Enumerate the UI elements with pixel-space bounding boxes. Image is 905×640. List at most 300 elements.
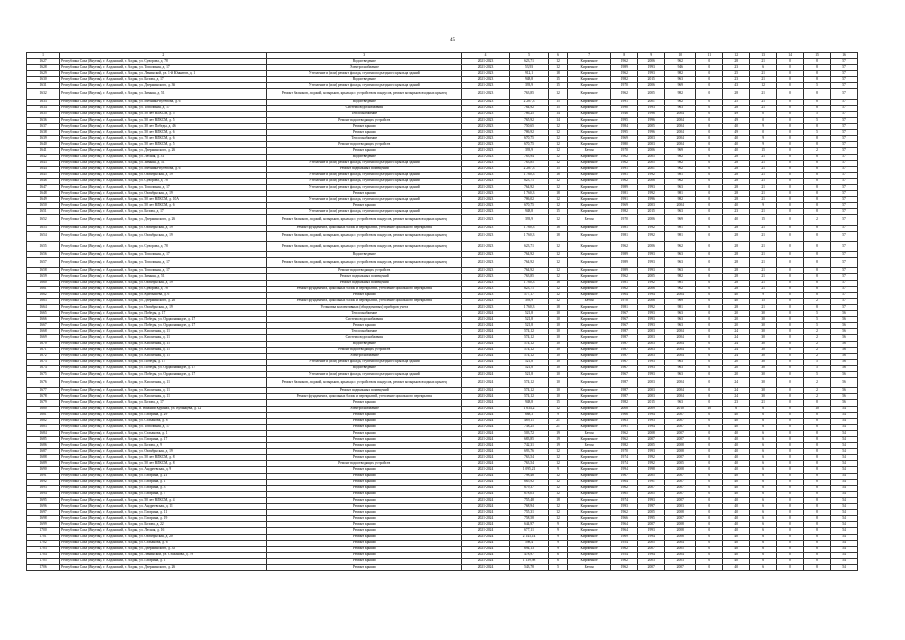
address-cell: Республика Саха (Якутия), г. Алданский, г. Алдан, ул. Бозова, д. 17 <box>60 400 267 406</box>
value-1-cell: 0 <box>696 522 723 528</box>
year-built-cell: 1987 <box>611 347 638 353</box>
period-cell: 2021-2023 <box>462 203 510 209</box>
value-6-cell: 57 <box>830 83 857 89</box>
table-row <box>27 241 858 251</box>
value-2-cell: 28 <box>723 304 750 310</box>
value-2-cell: 28 <box>723 225 750 231</box>
row-number-cell: 1704 <box>27 552 60 558</box>
wall-material-cell: Кирпичное <box>567 400 611 406</box>
value-5-cell: 8 <box>804 304 831 310</box>
value-1-cell: 0 <box>696 424 723 430</box>
period-cell: 2021-2024 <box>462 564 510 570</box>
row-number-cell: 1655 <box>27 241 60 251</box>
area-cell: 521,8 <box>509 359 548 365</box>
area-cell: 755,48 <box>509 497 548 503</box>
work-type-cell: Утепление и (или) ремонт фасада, ступени подъездного крыльца зданий <box>267 359 462 365</box>
row-number-cell: 1689 <box>27 461 60 467</box>
address-cell: Республика Саха (Якутия), г. Алданский, г. Алдан, ул. Куйбышева, д. 6 <box>60 292 267 298</box>
area-cell: 521,8 <box>509 365 548 371</box>
wall-material-cell: Кирпичное <box>567 99 611 105</box>
value-3-cell: 0 <box>750 117 777 123</box>
period-cell: 2021-2023 <box>462 241 510 251</box>
value-5-cell: 8 <box>804 280 831 286</box>
value-1-cell: 0 <box>696 558 723 564</box>
year-built-cell: 1962 <box>611 59 638 65</box>
floors-cell: 12 <box>549 203 568 209</box>
value-4-cell: 0 <box>777 184 804 190</box>
year-1-cell: 1993 <box>638 323 665 329</box>
work-type-cell: Установка коллективных (общедомовых) приборов учета <box>267 304 462 310</box>
address-cell: Республика Саха (Якутия), г. Алданский, г. Алдан, ул. 50 лет ВЛКСМ, д. 5 <box>60 142 267 148</box>
work-type-cell: Теплоснабжение <box>267 111 462 117</box>
value-4-cell: 0 <box>777 329 804 335</box>
floors-cell: 10 <box>549 365 568 371</box>
year-built-cell: 1981 <box>611 172 638 178</box>
area-cell: 503,72 <box>509 430 548 436</box>
value-5-cell: 5 <box>804 111 831 117</box>
year-built-cell: 1962 <box>611 274 638 280</box>
value-5-cell: 8 <box>804 497 831 503</box>
row-number-cell: 1667 <box>27 323 60 329</box>
period-cell: 2021-2023 <box>462 160 510 166</box>
work-type-cell: Ремонт крыши <box>267 412 462 418</box>
value-6-cell: 54 <box>830 479 857 485</box>
value-3-cell: 15 <box>750 298 777 304</box>
value-4-cell: 0 <box>777 394 804 400</box>
work-type-cell: Ремонт крыши <box>267 323 462 329</box>
area-cell: 768,94 <box>509 504 548 510</box>
area-cell: 1 760,3 <box>509 172 548 178</box>
period-cell: 2021-2023 <box>462 166 510 172</box>
value-2-cell: 24 <box>723 335 750 341</box>
value-2-cell: 28 <box>723 258 750 268</box>
value-4-cell: 0 <box>777 280 804 286</box>
value-4-cell: 0 <box>777 65 804 71</box>
address-cell: Республика Саха (Якутия), г. Алданский, г. Алдан, ул. Зимняя, д. 51 <box>60 89 267 99</box>
row-number-cell: 1680 <box>27 406 60 412</box>
address-cell: Республика Саха (Якутия), г. Алданский, г. Алдан, ул. Бозова, д. 9 <box>60 443 267 449</box>
value-1-cell: 0 <box>696 268 723 274</box>
floors-cell: 12 <box>549 298 568 304</box>
value-4-cell: 0 <box>777 504 804 510</box>
value-1-cell: 0 <box>696 160 723 166</box>
value-1-cell: 0 <box>696 124 723 130</box>
period-cell: 2021-2023 <box>462 184 510 190</box>
wall-material-cell: Кирпичное <box>567 329 611 335</box>
wall-material-cell: Кирпичное <box>567 540 611 546</box>
period-cell: 2021-2024 <box>462 449 510 455</box>
row-number-cell: 1698 <box>27 516 60 522</box>
value-2-cell: 28 <box>723 166 750 172</box>
work-type-cell: Ремонт крыши <box>267 516 462 522</box>
value-1-cell: 0 <box>696 178 723 184</box>
value-5-cell: 8 <box>804 142 831 148</box>
year-1-cell: 1994 <box>638 292 665 298</box>
floors-cell: 12 <box>549 215 568 225</box>
value-1-cell: 0 <box>696 461 723 467</box>
year-2-cell: 962 <box>665 178 696 184</box>
floors-cell: 15 <box>549 166 568 172</box>
value-3-cell: 6 <box>750 491 777 497</box>
value-6-cell: 56 <box>830 388 857 394</box>
address-cell: Республика Саха (Якутия), г. Алданский, г. Алдан, ул. Зимняя, д. 51 <box>60 274 267 280</box>
year-2-cell: 2003 <box>665 558 696 564</box>
floors-cell: 9 <box>549 412 568 418</box>
value-1-cell: 0 <box>696 497 723 503</box>
wall-material-cell: Кирпичное <box>567 558 611 564</box>
work-type-cell: Ремонт фундамента, цокольных балок и перекрытий, утепление цокольного перекрытия <box>267 394 462 400</box>
area-cell: 755,31 <box>509 510 548 516</box>
floors-cell: 6 <box>549 552 568 558</box>
value-4-cell: 0 <box>777 516 804 522</box>
year-2-cell: 2004 <box>665 347 696 353</box>
address-cell: Республика Саха (Якутия), г. Алданский, г. Алдан, ул. Дзержинского, д. 35 <box>60 546 267 552</box>
year-2-cell: 2008 <box>665 522 696 528</box>
value-1-cell: 0 <box>696 359 723 365</box>
value-1-cell: 0 <box>696 534 723 540</box>
wall-material-cell: Кирпичное <box>567 231 611 241</box>
period-cell: 2021-2023 <box>462 292 510 298</box>
value-5-cell: 5 <box>804 117 831 123</box>
value-4-cell: 0 <box>777 461 804 467</box>
value-6-cell: 57 <box>830 124 857 130</box>
period-cell: 2021-2024 <box>462 400 510 406</box>
value-3-cell: 30 <box>750 341 777 347</box>
year-built-cell: 1962 <box>611 286 638 292</box>
value-6-cell: 57 <box>830 178 857 184</box>
value-2-cell: 20 <box>723 365 750 371</box>
period-cell: 2021-2024 <box>462 394 510 400</box>
address-cell: Республика Саха (Якутия), г. Алданский, г. Алдан, ул. Дзержинского, д. 26 <box>60 564 267 570</box>
row-number-cell: 1664 <box>27 304 60 310</box>
year-2-cell: 2004 <box>665 203 696 209</box>
address-cell: Республика Саха (Якутия), г. Алданский, г. Алдан, ул. Суворова, д. 78 <box>60 286 267 292</box>
value-1-cell: 0 <box>696 292 723 298</box>
value-5-cell: 5 <box>804 371 831 377</box>
value-1-cell: 0 <box>696 280 723 286</box>
period-cell: 2021-2023 <box>462 99 510 105</box>
area-cell: 478,97 <box>509 552 548 558</box>
year-built-cell: 1995 <box>611 117 638 123</box>
year-built-cell: 1990 <box>611 105 638 111</box>
floors-cell: 10 <box>549 353 568 359</box>
work-type-cell: Ремонт крыши <box>267 504 462 510</box>
wall-material-cell: Кирпичное <box>567 178 611 184</box>
value-5-cell: 8 <box>804 473 831 479</box>
work-type-cell: Ремонт водоотводящих устройств <box>267 461 462 467</box>
year-1-cell: 2003 <box>638 136 665 142</box>
value-1-cell: 0 <box>696 473 723 479</box>
period-cell: 2021-2024 <box>462 443 510 449</box>
value-4-cell: 0 <box>777 311 804 317</box>
row-number-cell: 1628 <box>27 65 60 71</box>
value-4-cell: 0 <box>777 130 804 136</box>
year-built-cell: 1954 <box>611 540 638 546</box>
area-cell: 2 287,3 <box>509 99 548 105</box>
row-number-cell: 1672 <box>27 353 60 359</box>
year-built-cell: 2008 <box>611 406 638 412</box>
value-2-cell: 49 <box>723 130 750 136</box>
wall-material-cell: Бетон <box>567 443 611 449</box>
year-built-cell: 1987 <box>611 341 638 347</box>
period-cell: 2021-2023 <box>462 136 510 142</box>
year-2-cell: 963 <box>665 184 696 190</box>
floors-cell: 15 <box>549 83 568 89</box>
floors-cell: 12 <box>549 473 568 479</box>
row-number-cell: 1657 <box>27 258 60 268</box>
area-cell: 623,71 <box>509 241 548 251</box>
value-3-cell: 0 <box>750 130 777 136</box>
floors-cell: 12 <box>549 148 568 154</box>
year-1-cell: 2009 <box>638 406 665 412</box>
value-6-cell: 57 <box>830 286 857 292</box>
address-cell: Республика Саха (Якутия), г. Алданский, г. Алдан, ул. Тополиная, д. 17 <box>60 258 267 268</box>
column-number-header: 11 <box>696 53 723 59</box>
address-cell: Республика Саха (Якутия), г. Алданский, г. Алдан, ул. Лесная, д. 16 <box>60 528 267 534</box>
value-3-cell: 15 <box>750 215 777 225</box>
value-2-cell: 40 <box>723 215 750 225</box>
year-built-cell: 1981 <box>611 231 638 241</box>
value-1-cell: 0 <box>696 59 723 65</box>
value-4-cell: 0 <box>777 292 804 298</box>
value-6-cell: 54 <box>830 424 857 430</box>
floors-cell: 10 <box>549 335 568 341</box>
value-6-cell: 54 <box>830 564 857 570</box>
work-type-cell: Ремонт крыши <box>267 479 462 485</box>
value-3-cell: 6 <box>750 65 777 71</box>
area-cell: 694,13 <box>509 546 548 552</box>
work-type-cell: Ремонт крыши <box>267 564 462 570</box>
value-2-cell: 40 <box>723 449 750 455</box>
row-number-cell: 1638 <box>27 130 60 136</box>
period-cell: 2021-2023 <box>462 105 510 111</box>
year-1-cell: 1993 <box>638 359 665 365</box>
value-2-cell: 6 <box>723 406 750 412</box>
row-number-cell: 1632 <box>27 89 60 99</box>
address-cell: Республика Саха (Якутия), г. Алданский, г. Алдан, ул. Суворова, д. 78 <box>60 178 267 184</box>
period-cell: 2021-2024 <box>462 510 510 516</box>
area-cell: 763,54 <box>509 455 548 461</box>
value-3-cell: 21 <box>750 304 777 310</box>
value-4-cell: 0 <box>777 160 804 166</box>
floors-cell: 18 <box>549 191 568 197</box>
wall-material-cell: Кирпичное <box>567 191 611 197</box>
year-1-cell: 1993 <box>638 268 665 274</box>
period-cell: 2021-2024 <box>462 341 510 347</box>
value-4-cell: 0 <box>777 365 804 371</box>
row-number-cell: 1671 <box>27 347 60 353</box>
row-number-cell: 1702 <box>27 540 60 546</box>
area-cell: 677,11 <box>509 528 548 534</box>
year-1-cell: 2003 <box>638 203 665 209</box>
year-2-cell: 2007 <box>665 424 696 430</box>
area-cell: 574,12 <box>509 353 548 359</box>
year-built-cell: 1989 <box>611 184 638 190</box>
year-built-cell: 1965 <box>611 491 638 497</box>
period-cell: 2021-2024 <box>462 485 510 491</box>
value-3-cell: 30 <box>750 329 777 335</box>
wall-material-cell: Кирпичное <box>567 359 611 365</box>
floors-cell: 12 <box>549 292 568 298</box>
floors-cell: 12 <box>549 65 568 71</box>
value-4-cell: 0 <box>777 83 804 89</box>
row-number-cell: 1645 <box>27 172 60 178</box>
year-built-cell: 1970 <box>611 83 638 89</box>
year-2-cell: 982 <box>665 274 696 280</box>
area-cell: 623,71 <box>509 178 548 184</box>
wall-material-cell: Кирпичное <box>567 71 611 77</box>
value-5-cell: 2 <box>804 215 831 225</box>
year-built-cell: 1991 <box>611 166 638 172</box>
floors-cell: 18 <box>549 71 568 77</box>
value-5-cell: 2 <box>804 394 831 400</box>
wall-material-cell: Кирпичное <box>567 83 611 89</box>
year-2-cell: 2005 <box>665 461 696 467</box>
value-6-cell: 57 <box>830 184 857 190</box>
year-1-cell: 2005 <box>638 160 665 166</box>
work-type-cell: Ремонт крыши <box>267 455 462 461</box>
address-cell: Республика Саха (Якутия), г. Алданский, г. Алдан, ул. Тополиная, д. 17 <box>60 252 267 258</box>
year-built-cell: 1991 <box>611 197 638 203</box>
value-2-cell: 49 <box>723 111 750 117</box>
year-built-cell: 1962 <box>611 546 638 552</box>
work-type-cell: Ремонт крыши <box>267 485 462 491</box>
year-2-cell: 2007 <box>665 479 696 485</box>
value-5-cell: 8 <box>804 166 831 172</box>
wall-material-cell: Кирпичное <box>567 461 611 467</box>
period-cell: 2021-2023 <box>462 209 510 215</box>
value-1-cell: 0 <box>696 504 723 510</box>
value-6-cell: 57 <box>830 241 857 251</box>
floors-cell: 12 <box>549 479 568 485</box>
period-cell: 2021-2023 <box>462 298 510 304</box>
floors-cell: 12 <box>549 485 568 491</box>
value-1-cell: 0 <box>696 552 723 558</box>
wall-material-cell: Кирпичное <box>567 280 611 286</box>
period-cell: 2021-2024 <box>462 437 510 443</box>
year-built-cell: 1987 <box>611 378 638 388</box>
work-type-cell: Ремонт балконов, лоджий, козырьков, крыльца с устройством пандусов, ремонт козырьков входных крылец <box>267 241 462 251</box>
address-cell: Республика Саха (Якутия), г. Алданский, г. Алдан, ул. Кисличная, д. 11 <box>60 353 267 359</box>
value-3-cell: 21 <box>750 209 777 215</box>
year-built-cell: 1964 <box>611 522 638 528</box>
row-number-cell: 1687 <box>27 449 60 455</box>
year-2-cell: 2004 <box>665 353 696 359</box>
wall-material-cell: Кирпичное <box>567 142 611 148</box>
value-2-cell: 28 <box>723 89 750 99</box>
address-cell: Республика Саха (Якутия), г. Алданский, г. Алдан, ул. Тополиная, д. 17 <box>60 105 267 111</box>
wall-material-cell: Кирпичное <box>567 335 611 341</box>
value-3-cell: 21 <box>750 231 777 241</box>
work-type-cell: Ремонт крыши <box>267 400 462 406</box>
period-cell: 2021-2023 <box>462 130 510 136</box>
column-number-header: 10 <box>665 53 696 59</box>
value-4-cell: 0 <box>777 437 804 443</box>
value-6-cell: 54 <box>830 546 857 552</box>
column-number-header: 7 <box>567 53 611 59</box>
work-type-cell: Водоотведение <box>267 154 462 160</box>
year-built-cell: 1970 <box>611 215 638 225</box>
year-2-cell: 2007 <box>665 564 696 570</box>
period-cell: 2021-2024 <box>462 534 510 540</box>
wall-material-cell: Кирпичное <box>567 412 611 418</box>
year-built-cell: 1962 <box>611 558 638 564</box>
period-cell: 2021-2023 <box>462 191 510 197</box>
floors-cell: 12 <box>549 286 568 292</box>
value-6-cell: 56 <box>830 371 857 377</box>
value-6-cell: 54 <box>830 504 857 510</box>
year-1-cell: 2006 <box>638 215 665 225</box>
work-type-cell: Ремонт крыши <box>267 497 462 503</box>
table-row <box>27 89 858 99</box>
year-1-cell: 1993 <box>638 449 665 455</box>
value-1-cell: 0 <box>696 323 723 329</box>
value-1-cell: 0 <box>696 394 723 400</box>
area-cell: 1 634,2 <box>509 406 548 412</box>
wall-material-cell: Кирпичное <box>567 437 611 443</box>
wall-material-cell: Кирпичное <box>567 286 611 292</box>
value-2-cell: 40 <box>723 292 750 298</box>
value-1-cell: 0 <box>696 203 723 209</box>
value-3-cell: 21 <box>750 77 777 83</box>
row-number-cell: 1706 <box>27 564 60 570</box>
year-2-cell: 2005 <box>665 546 696 552</box>
year-2-cell: 982 <box>665 154 696 160</box>
wall-material-cell: Кирпичное <box>567 225 611 231</box>
year-2-cell: 2004 <box>665 540 696 546</box>
year-2-cell: 963 <box>665 371 696 377</box>
year-1-cell: 2003 <box>638 329 665 335</box>
wall-material-cell: Бетон <box>567 564 611 570</box>
value-4-cell: 0 <box>777 286 804 292</box>
value-4-cell: 0 <box>777 455 804 461</box>
work-type-cell: Утепление и (или) ремонт фасада, ступени подъездного крыльца зданий <box>267 209 462 215</box>
column-number-header: 8 <box>611 53 638 59</box>
wall-material-cell: Кирпичное <box>567 77 611 83</box>
address-cell: Республика Саха (Якутия), г. Алданский, г. Алдан, ул. Кисличная, д. 11 <box>60 388 267 394</box>
value-4-cell: 0 <box>777 412 804 418</box>
value-2-cell: 40 <box>723 136 750 142</box>
value-5-cell: 8 <box>804 197 831 203</box>
year-2-cell: 2008 <box>665 467 696 473</box>
value-5-cell: 5 <box>804 323 831 329</box>
row-number-cell: 1688 <box>27 455 60 461</box>
year-2-cell: 2007 <box>665 516 696 522</box>
floors-cell: 12 <box>549 130 568 136</box>
work-type-cell: Ремонт крыши <box>267 443 462 449</box>
floors-cell: 12 <box>549 252 568 258</box>
row-number-cell: 1695 <box>27 497 60 503</box>
value-6-cell: 56 <box>830 353 857 359</box>
floors-cell: 9 <box>549 540 568 546</box>
period-cell: 2021-2024 <box>462 558 510 564</box>
year-2-cell: 981 <box>665 225 696 231</box>
year-2-cell: 969 <box>665 148 696 154</box>
wall-material-cell: Кирпичное <box>567 552 611 558</box>
value-4-cell: 0 <box>777 510 804 516</box>
value-1-cell: 0 <box>696 347 723 353</box>
year-1-cell: 2003 <box>638 558 665 564</box>
value-6-cell: 57 <box>830 225 857 231</box>
year-2-cell: 963 <box>665 258 696 268</box>
value-6-cell: 56 <box>830 347 857 353</box>
floors-cell: 12 <box>549 504 568 510</box>
value-6-cell: 54 <box>830 412 857 418</box>
period-cell: 2021-2023 <box>462 215 510 225</box>
work-type-cell: Ремонт балконов, лоджий, козырьков, крыльца с устройством пандусов, ремонт козырьков входных крылец <box>267 215 462 225</box>
value-4-cell: 0 <box>777 418 804 424</box>
value-1-cell: 0 <box>696 455 723 461</box>
